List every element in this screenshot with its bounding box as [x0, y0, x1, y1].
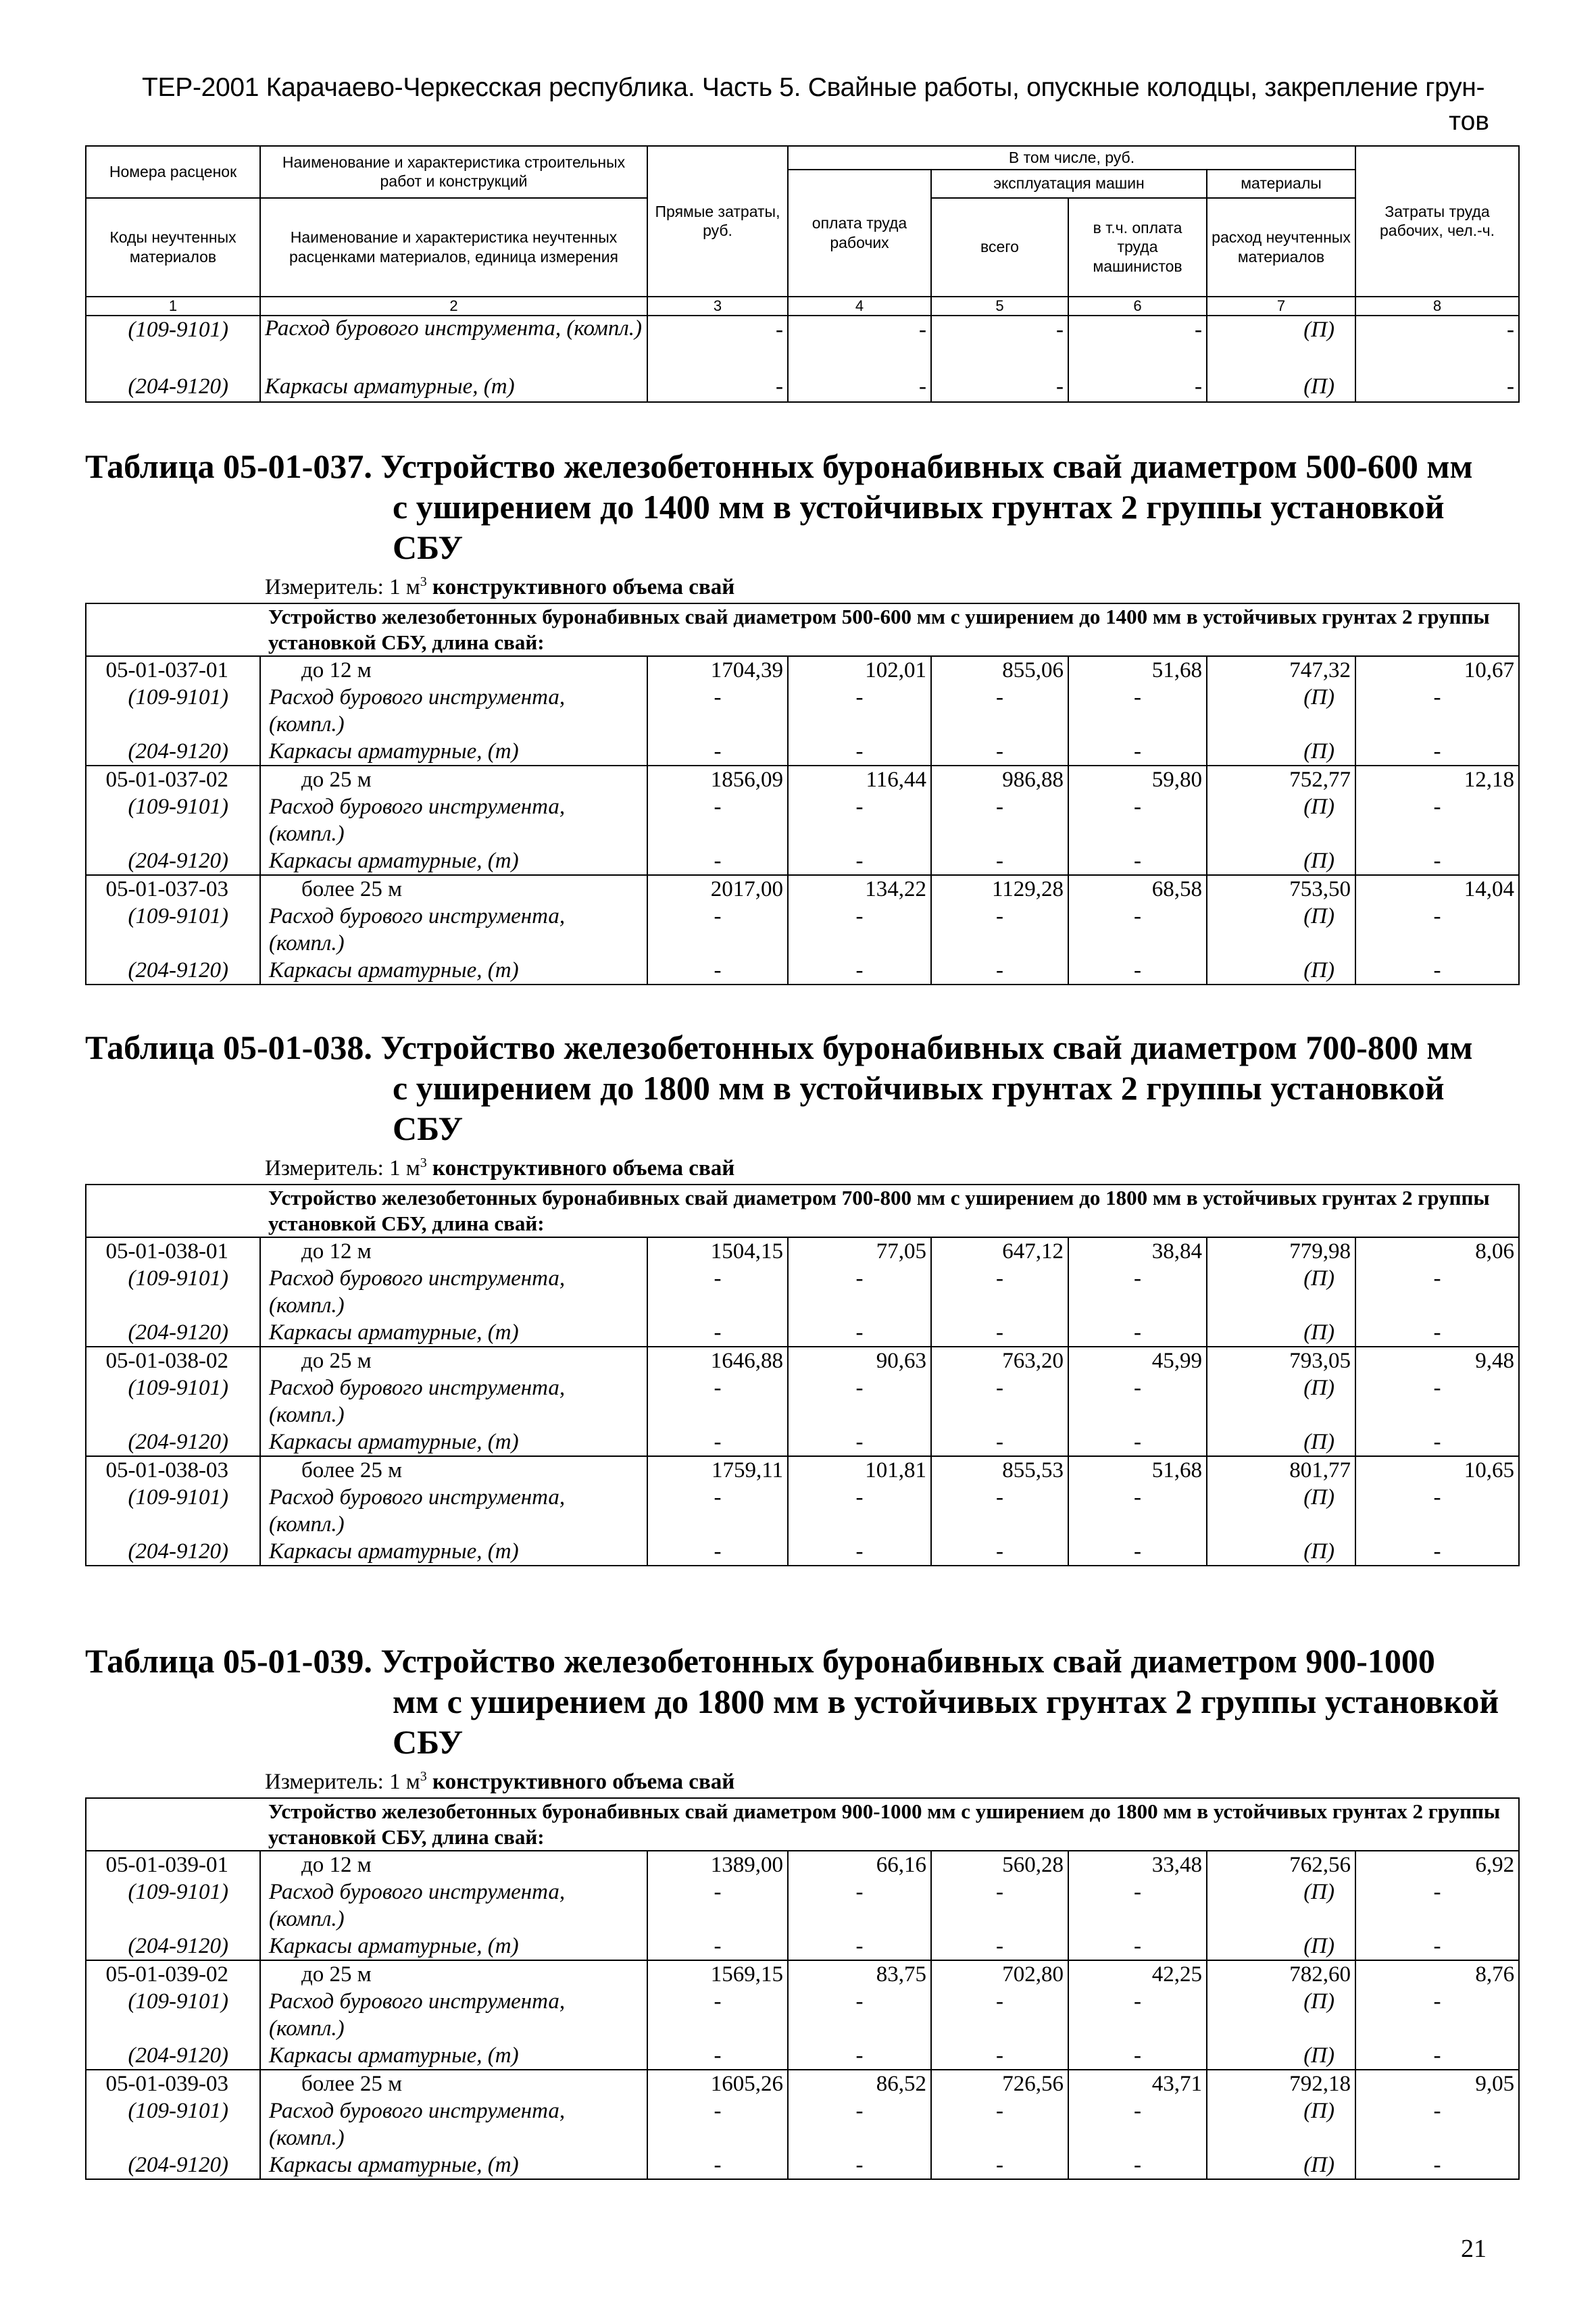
- rate-code: 05-01-039-03: [86, 2070, 260, 2097]
- dash: -: [788, 1538, 931, 1566]
- dash: -: [788, 1428, 931, 1456]
- col-materialy: материалы: [1207, 170, 1355, 198]
- material-name: Расход бурового инструмента, (компл.): [260, 1484, 647, 1538]
- top-row-c5: -: [931, 316, 1068, 345]
- dash: -: [647, 1878, 788, 1933]
- rate-direct-cost: 1389,00: [647, 1851, 788, 1878]
- dash: -: [788, 1265, 931, 1319]
- table-title-line: Таблица 05-01-037. Устройство железобетонных буронабивных свай диаметром 500-600 мм: [85, 447, 1473, 485]
- top-row2-c6: -: [1068, 373, 1207, 402]
- dash: -: [647, 903, 788, 957]
- table-title-continuation: с уширением до 1400 мм в устойчивых грунтах 2 группы установкой СБУ: [393, 488, 1445, 566]
- table-title-continuation: с уширением до 1800 мм в устойчивых грунтах 2 группы установкой СБУ: [393, 1069, 1445, 1147]
- dash: -: [1355, 1374, 1519, 1428]
- dash: -: [788, 1319, 931, 1347]
- dash: -: [647, 1428, 788, 1456]
- dash: -: [1068, 1484, 1207, 1538]
- dash: -: [1068, 957, 1207, 985]
- rate-name: более 25 м: [260, 875, 647, 903]
- rate-labor-pay: 83,75: [788, 1960, 931, 1988]
- top-row2-code: (204-9120): [86, 373, 260, 402]
- material-placeholder: (П): [1207, 1878, 1355, 1933]
- material-code: (204-9120): [86, 738, 260, 766]
- rate-direct-cost: 1569,15: [647, 1960, 788, 1988]
- dash: -: [1355, 2151, 1519, 2179]
- material-placeholder: (П): [1207, 1933, 1355, 1960]
- rate-direct-cost: 1504,15: [647, 1237, 788, 1265]
- rate-direct-cost: 1856,09: [647, 766, 788, 793]
- dash: -: [1355, 738, 1519, 766]
- material-placeholder: (П): [1207, 1538, 1355, 1566]
- dash: -: [1068, 738, 1207, 766]
- dash: -: [1068, 903, 1207, 957]
- rate-name: до 12 м: [260, 656, 647, 684]
- table-title-continuation: мм с уширением до 1800 мм в устойчивых грунтах 2 группы установкой СБУ: [393, 1683, 1499, 1761]
- header-title: ТЕР-2001 Карачаево-Черкесская республика. Часть 5. Свайные работы, опускные колодцы, закрепление грун-: [142, 73, 1485, 102]
- material-placeholder: (П): [1207, 1484, 1355, 1538]
- dash: -: [647, 957, 788, 985]
- rate-machines-total: 855,06: [931, 656, 1068, 684]
- rate-materials: 753,50: [1207, 875, 1355, 903]
- dash: -: [647, 1374, 788, 1428]
- dash: -: [647, 1319, 788, 1347]
- dash: -: [1068, 2151, 1207, 2179]
- material-name: Расход бурового инструмента, (компл.): [260, 1988, 647, 2042]
- measure-exponent: 3: [420, 1769, 427, 1784]
- dash: -: [1068, 793, 1207, 847]
- material-name: Каркасы арматурные, (т): [260, 1538, 647, 1566]
- dash: -: [1355, 684, 1519, 738]
- col-num-3: 3: [647, 297, 788, 316]
- col-zatraty: Затраты труда рабочих, чел.-ч.: [1355, 146, 1519, 297]
- col-pryamye: Прямые затраты, руб.: [647, 146, 788, 297]
- rate-labor-hours: 12,18: [1355, 766, 1519, 793]
- rate-direct-cost: 2017,00: [647, 875, 788, 903]
- col-num-1: 1: [86, 297, 260, 316]
- rate-machines-total: 560,28: [931, 1851, 1068, 1878]
- price-table: [85, 1797, 1520, 2180]
- dash: -: [931, 1428, 1068, 1456]
- dash: -: [1355, 957, 1519, 985]
- rate-labor-pay: 116,44: [788, 766, 931, 793]
- dash: -: [1068, 1878, 1207, 1933]
- material-name: Расход бурового инструмента, (компл.): [260, 1374, 647, 1428]
- rate-machinists-pay: 51,68: [1068, 1456, 1207, 1484]
- top-row2-name: Каркасы арматурные, (т): [260, 373, 647, 402]
- dash: -: [1068, 2097, 1207, 2151]
- rate-labor-hours: 8,06: [1355, 1237, 1519, 1265]
- dash: -: [1068, 1538, 1207, 1566]
- measure-exponent: 3: [420, 574, 427, 589]
- material-placeholder: (П): [1207, 1265, 1355, 1319]
- dash: -: [647, 1265, 788, 1319]
- material-placeholder: (П): [1207, 2151, 1355, 2179]
- material-code: (204-9120): [86, 847, 260, 875]
- rate-direct-cost: 1704,39: [647, 656, 788, 684]
- dash: -: [931, 2097, 1068, 2151]
- measure-unit: [265, 574, 734, 600]
- rate-labor-hours: 10,65: [1355, 1456, 1519, 1484]
- price-table: [85, 603, 1520, 985]
- rate-labor-pay: 77,05: [788, 1237, 931, 1265]
- table-title-line: Таблица 05-01-038. Устройство железобетонных буронабивных свай диаметром 700-800 мм: [85, 1028, 1473, 1066]
- material-code: (109-9101): [86, 2097, 260, 2151]
- dash: -: [931, 1265, 1068, 1319]
- rate-labor-hours: 8,76: [1355, 1960, 1519, 1988]
- col-num-4: 4: [788, 297, 931, 316]
- table-description: Устройство железобетонных буронабивных свай диаметром 500-600 мм с уширением до 1400 мм в устойчивых грунтах 2 группы установкой СБУ, длина свай:: [260, 603, 1519, 656]
- dash: -: [1355, 1878, 1519, 1933]
- rate-code: 05-01-038-01: [86, 1237, 260, 1265]
- dash: -: [1355, 793, 1519, 847]
- material-code: (109-9101): [86, 1374, 260, 1428]
- table-description: Устройство железобетонных буронабивных свай диаметром 900-1000 мм с уширением до 1800 мм в устойчивых грунтах 2 группы установкой СБУ, длина свай:: [260, 1798, 1519, 1851]
- material-placeholder: (П): [1207, 1428, 1355, 1456]
- table-title-line: Таблица 05-01-039. Устройство железобетонных буронабивных свай диаметром 900-1000: [85, 1642, 1435, 1680]
- top-row2-c5: -: [931, 373, 1068, 402]
- dash: -: [1068, 1933, 1207, 1960]
- page-number: 21: [1461, 2235, 1487, 2263]
- measure-unit: [265, 1769, 734, 1795]
- material-code: (204-9120): [86, 2042, 260, 2070]
- dash: -: [931, 1933, 1068, 1960]
- rate-machinists-pay: 38,84: [1068, 1237, 1207, 1265]
- column-header-table: [85, 145, 1520, 403]
- top-row-name: Расход бурового инструмента, (компл.): [260, 316, 647, 373]
- col-naimen-nm: Наименование и характеристика неучтенных расценками материалов, единица измерения: [260, 198, 647, 297]
- dash: -: [1068, 2042, 1207, 2070]
- dash: -: [788, 903, 931, 957]
- dash: -: [788, 738, 931, 766]
- material-name: Каркасы арматурные, (т): [260, 847, 647, 875]
- table-title: [85, 446, 1518, 568]
- rate-materials: 752,77: [1207, 766, 1355, 793]
- rate-machinists-pay: 59,80: [1068, 766, 1207, 793]
- material-placeholder: (П): [1207, 957, 1355, 985]
- measure-exponent: 3: [420, 1155, 427, 1170]
- rate-labor-pay: 90,63: [788, 1347, 931, 1374]
- material-name: Расход бурового инструмента, (компл.): [260, 1878, 647, 1933]
- dash: -: [1068, 847, 1207, 875]
- material-code: (204-9120): [86, 1538, 260, 1566]
- dash: -: [788, 1878, 931, 1933]
- material-name: Каркасы арматурные, (т): [260, 957, 647, 985]
- rate-machinists-pay: 45,99: [1068, 1347, 1207, 1374]
- dash: -: [788, 847, 931, 875]
- rate-name: более 25 м: [260, 2070, 647, 2097]
- material-name: Расход бурового инструмента, (компл.): [260, 1265, 647, 1319]
- dash: -: [1068, 1265, 1207, 1319]
- col-num-5: 5: [931, 297, 1068, 316]
- rate-name: до 25 м: [260, 1347, 647, 1374]
- rate-direct-cost: 1759,11: [647, 1456, 788, 1484]
- material-placeholder: (П): [1207, 847, 1355, 875]
- dash: -: [1355, 1484, 1519, 1538]
- rate-materials: 801,77: [1207, 1456, 1355, 1484]
- rate-materials: 747,32: [1207, 656, 1355, 684]
- material-name: Расход бурового инструмента, (компл.): [260, 684, 647, 738]
- dash: -: [1068, 1428, 1207, 1456]
- dash: -: [1355, 1428, 1519, 1456]
- col-num-2: 2: [260, 297, 647, 316]
- rate-code: 05-01-037-01: [86, 656, 260, 684]
- rate-labor-hours: 9,05: [1355, 2070, 1519, 2097]
- material-code: (204-9120): [86, 957, 260, 985]
- col-num-8: 8: [1355, 297, 1519, 316]
- material-code: (204-9120): [86, 1933, 260, 1960]
- col-num-6: 6: [1068, 297, 1207, 316]
- dash: -: [1068, 1988, 1207, 2042]
- material-name: Расход бурового инструмента, (компл.): [260, 793, 647, 847]
- dash: -: [931, 793, 1068, 847]
- material-placeholder: (П): [1207, 2042, 1355, 2070]
- dash: -: [1068, 1374, 1207, 1428]
- rate-machines-total: 763,20: [931, 1347, 1068, 1374]
- rate-labor-pay: 86,52: [788, 2070, 931, 2097]
- table-title: [85, 1641, 1518, 1762]
- material-code: (204-9120): [86, 1428, 260, 1456]
- rate-direct-cost: 1605,26: [647, 2070, 788, 2097]
- rate-labor-hours: 10,67: [1355, 656, 1519, 684]
- rate-labor-hours: 6,92: [1355, 1851, 1519, 1878]
- rate-labor-pay: 102,01: [788, 656, 931, 684]
- top-row2-c7: (П): [1207, 373, 1355, 402]
- measure-suffix: конструктивного объема свай: [426, 1156, 735, 1180]
- material-placeholder: (П): [1207, 2097, 1355, 2151]
- dash: -: [931, 1538, 1068, 1566]
- rate-code: 05-01-038-02: [86, 1347, 260, 1374]
- rate-machinists-pay: 42,25: [1068, 1960, 1207, 1988]
- dash: -: [931, 738, 1068, 766]
- dash: -: [1355, 1319, 1519, 1347]
- dash: -: [647, 684, 788, 738]
- dash: -: [647, 1933, 788, 1960]
- col-oplata: оплата труда рабочих: [788, 170, 931, 297]
- material-code: (204-9120): [86, 2151, 260, 2179]
- dash: -: [931, 1988, 1068, 2042]
- price-table: [85, 1184, 1520, 1566]
- col-naimenovanie: Наименование и характеристика строительных работ и конструкций: [260, 146, 647, 198]
- material-code: (204-9120): [86, 1319, 260, 1347]
- dash: -: [1355, 1988, 1519, 2042]
- dash: -: [931, 1374, 1068, 1428]
- dash: -: [788, 2042, 931, 2070]
- rate-machinists-pay: 51,68: [1068, 656, 1207, 684]
- col-v-tom-chisle: В том числе, руб.: [788, 146, 1355, 170]
- rate-machines-total: 986,88: [931, 766, 1068, 793]
- rate-materials: 782,60: [1207, 1960, 1355, 1988]
- material-code: (109-9101): [86, 1988, 260, 2042]
- material-name: Расход бурового инструмента, (компл.): [260, 903, 647, 957]
- material-code: (109-9101): [86, 903, 260, 957]
- rate-code: 05-01-037-03: [86, 875, 260, 903]
- rate-materials: 779,98: [1207, 1237, 1355, 1265]
- top-row2-c3: -: [647, 373, 788, 402]
- material-code: (109-9101): [86, 793, 260, 847]
- dash: -: [788, 1374, 931, 1428]
- dash: -: [931, 847, 1068, 875]
- measure-suffix: конструктивного объема свай: [426, 575, 735, 599]
- rate-labor-pay: 66,16: [788, 1851, 931, 1878]
- material-code: (109-9101): [86, 684, 260, 738]
- col-nomera: Номера расценок: [86, 146, 260, 198]
- material-name: Каркасы арматурные, (т): [260, 2042, 647, 2070]
- dash: -: [788, 1484, 931, 1538]
- measure-prefix: Измеритель: 1 м: [265, 1770, 420, 1794]
- material-code: (109-9101): [86, 1265, 260, 1319]
- rate-code: 05-01-037-02: [86, 766, 260, 793]
- rate-machines-total: 726,56: [931, 2070, 1068, 2097]
- table-description: Устройство железобетонных буронабивных свай диаметром 700-800 мм с уширением до 1800 мм в устойчивых грунтах 2 группы установкой СБУ, длина свай:: [260, 1185, 1519, 1237]
- material-placeholder: (П): [1207, 738, 1355, 766]
- material-placeholder: (П): [1207, 1988, 1355, 2042]
- dash: -: [647, 1484, 788, 1538]
- dash: -: [1355, 2042, 1519, 2070]
- material-placeholder: (П): [1207, 1319, 1355, 1347]
- col-num-7: 7: [1207, 297, 1355, 316]
- rate-materials: 793,05: [1207, 1347, 1355, 1374]
- top-row2-c4: -: [788, 373, 931, 402]
- rate-machinists-pay: 43,71: [1068, 2070, 1207, 2097]
- dash: -: [647, 2042, 788, 2070]
- rate-code: 05-01-039-02: [86, 1960, 260, 1988]
- rate-materials: 762,56: [1207, 1851, 1355, 1878]
- table-title: [85, 1027, 1518, 1149]
- dash: -: [788, 793, 931, 847]
- rate-name: до 25 м: [260, 1960, 647, 1988]
- material-placeholder: (П): [1207, 684, 1355, 738]
- material-placeholder: (П): [1207, 1374, 1355, 1428]
- dash: -: [647, 1538, 788, 1566]
- dash: -: [1355, 903, 1519, 957]
- dash: -: [931, 1319, 1068, 1347]
- rate-labor-pay: 134,22: [788, 875, 931, 903]
- col-vtch: в т.ч. оплата труда машинистов: [1068, 198, 1207, 297]
- dash: -: [931, 2042, 1068, 2070]
- dash: -: [788, 957, 931, 985]
- dash: -: [1068, 1319, 1207, 1347]
- dash: -: [788, 1933, 931, 1960]
- dash: -: [931, 684, 1068, 738]
- material-placeholder: (П): [1207, 903, 1355, 957]
- rate-machines-total: 855,53: [931, 1456, 1068, 1484]
- dash: -: [788, 2097, 931, 2151]
- rate-labor-pay: 101,81: [788, 1456, 931, 1484]
- rate-code: 05-01-038-03: [86, 1456, 260, 1484]
- rate-name: до 25 м: [260, 766, 647, 793]
- top-row-c6: -: [1068, 316, 1207, 345]
- dash: -: [1355, 1265, 1519, 1319]
- rate-materials: 792,18: [1207, 2070, 1355, 2097]
- rate-machinists-pay: 33,48: [1068, 1851, 1207, 1878]
- rate-code: 05-01-039-01: [86, 1851, 260, 1878]
- rate-name: до 12 м: [260, 1237, 647, 1265]
- dash: -: [931, 1878, 1068, 1933]
- rate-labor-hours: 9,48: [1355, 1347, 1519, 1374]
- material-code: (109-9101): [86, 1878, 260, 1933]
- rate-machines-total: 702,80: [931, 1960, 1068, 1988]
- dash: -: [647, 1988, 788, 2042]
- dash: -: [647, 847, 788, 875]
- measure-prefix: Измеритель: 1 м: [265, 575, 420, 599]
- top-row-c8: -: [1355, 316, 1519, 345]
- dash: -: [647, 738, 788, 766]
- dash: -: [1355, 1933, 1519, 1960]
- dash: -: [1068, 684, 1207, 738]
- dash: -: [647, 793, 788, 847]
- rate-machinists-pay: 68,58: [1068, 875, 1207, 903]
- dash: -: [1355, 847, 1519, 875]
- col-kody: Коды неучтенных материалов: [86, 198, 260, 297]
- measure-unit: [265, 1155, 734, 1181]
- dash: -: [1355, 2097, 1519, 2151]
- top-row2-c8: -: [1355, 373, 1519, 402]
- dash: -: [788, 2151, 931, 2179]
- material-name: Каркасы арматурные, (т): [260, 1933, 647, 1960]
- col-rashod: расход неучтенных материалов: [1207, 198, 1355, 297]
- rate-name: до 12 м: [260, 1851, 647, 1878]
- material-placeholder: (П): [1207, 793, 1355, 847]
- dash: -: [931, 1484, 1068, 1538]
- material-name: Каркасы арматурные, (т): [260, 738, 647, 766]
- dash: -: [931, 2151, 1068, 2179]
- rate-direct-cost: 1646,88: [647, 1347, 788, 1374]
- dash: -: [1355, 1538, 1519, 1566]
- header-title-continuation: тов: [1449, 107, 1489, 136]
- top-row-c4: -: [788, 316, 931, 345]
- material-name: Расход бурового инструмента, (компл.): [260, 2097, 647, 2151]
- material-name: Каркасы арматурные, (т): [260, 2151, 647, 2179]
- dash: -: [647, 2097, 788, 2151]
- rate-machines-total: 647,12: [931, 1237, 1068, 1265]
- running-header: [0, 73, 1596, 147]
- material-name: Каркасы арматурные, (т): [260, 1319, 647, 1347]
- rate-labor-hours: 14,04: [1355, 875, 1519, 903]
- col-ekspl: эксплуатация машин: [931, 170, 1207, 198]
- rate-machines-total: 1129,28: [931, 875, 1068, 903]
- measure-prefix: Измеритель: 1 м: [265, 1156, 420, 1180]
- dash: -: [788, 684, 931, 738]
- material-code: (109-9101): [86, 1484, 260, 1538]
- measure-suffix: конструктивного объема свай: [426, 1770, 735, 1794]
- top-row-code: (109-9101): [86, 316, 260, 345]
- top-row-c7: (П): [1207, 316, 1355, 345]
- dash: -: [931, 957, 1068, 985]
- dash: -: [788, 1988, 931, 2042]
- dash: -: [647, 2151, 788, 2179]
- top-row-c3: -: [647, 316, 788, 345]
- col-vsego: всего: [931, 198, 1068, 297]
- material-name: Каркасы арматурные, (т): [260, 1428, 647, 1456]
- rate-name: более 25 м: [260, 1456, 647, 1484]
- dash: -: [931, 903, 1068, 957]
